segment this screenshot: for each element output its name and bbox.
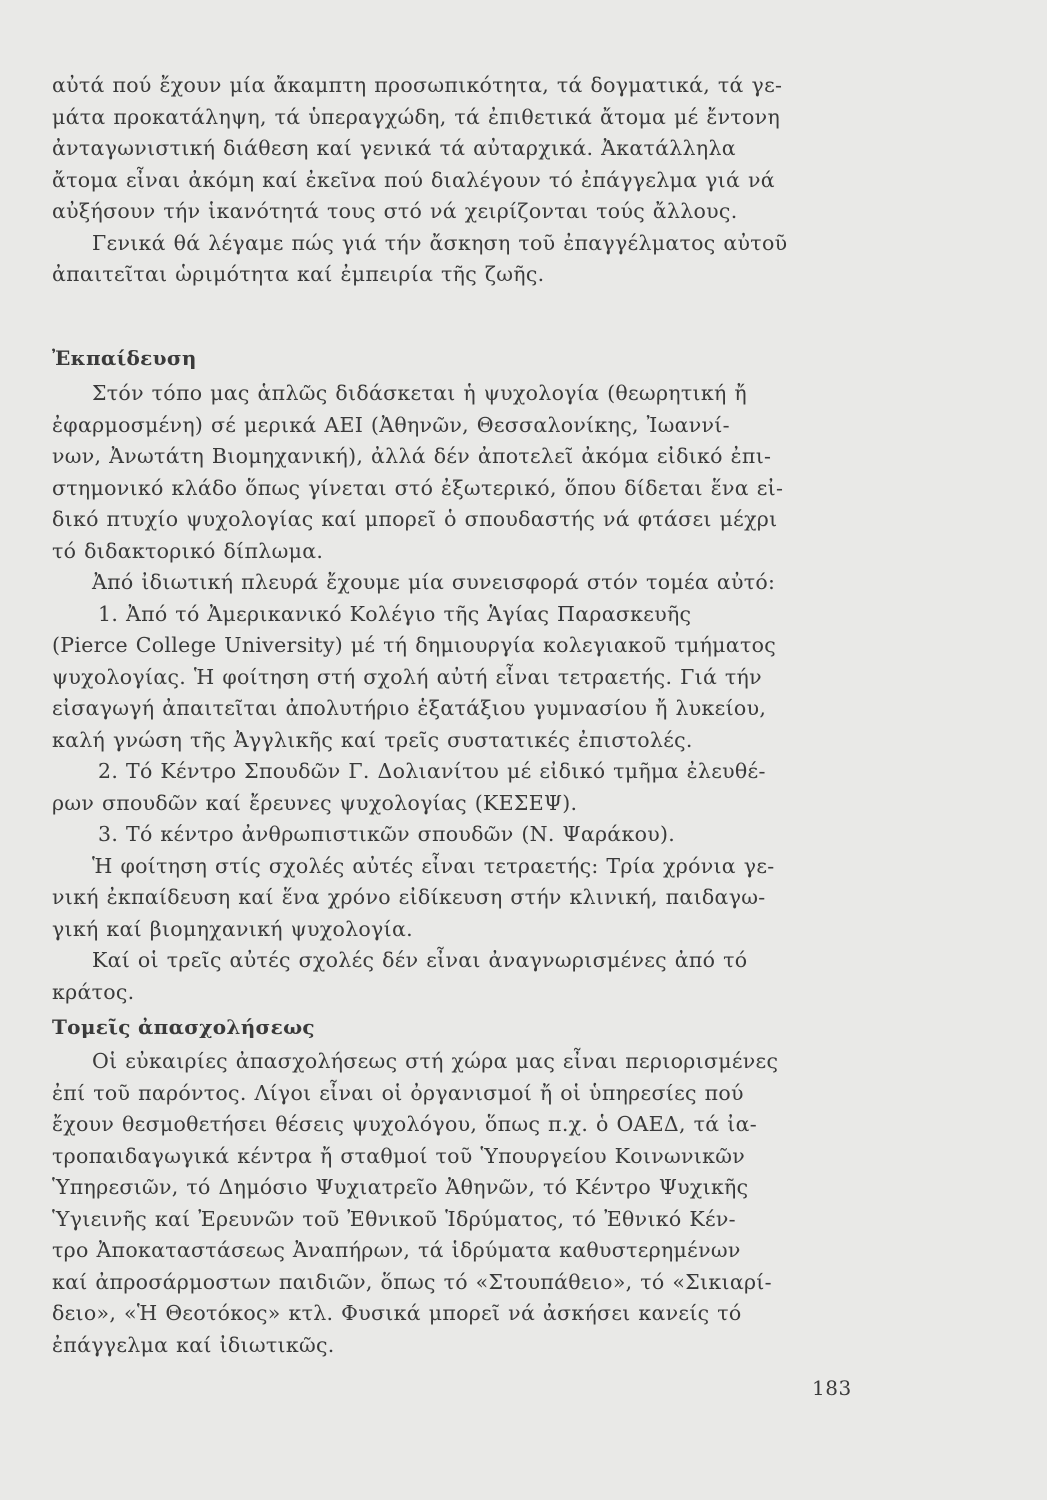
text-line: νική ἐκπαίδευση καί ἕνα χρόνο εἰδίκευση στήν κλινική, παιδαγω-: [52, 885, 766, 909]
text-line: αὐτά πού ἔχουν μία ἄκαμπτη προσωπικότητα, τά δογματικά, τά γε-: [52, 73, 783, 97]
section-heading-employment: Τομεῖς ἀπασχολήσεως: [52, 1015, 315, 1039]
text-line: Καί οἱ τρεῖς αὐτές σχολές δέν εἶναι ἀναγνωρισμένες ἀπό τό: [92, 948, 748, 972]
text-line: ἐφαρμοσμένη) σέ μερικά ΑΕΙ (Ἀθηνῶν, Θεσσαλονίκης, Ἰωαννί-: [52, 412, 730, 437]
text-line: Γενικά θά λέγαμε πώς γιά τήν ἄσκηση τοῦ ἐπαγγέλματος αὐτοῦ: [92, 230, 788, 255]
text-line: ρων σπουδῶν καί ἔρευνες ψυχολογίας (ΚΕΣΕΨ).: [52, 790, 578, 815]
text-line: (Pierce College University) μέ τή δημιουργία κολεγιακοῦ τμήματος: [52, 633, 777, 657]
text-line: Στόν τόπο μας ἁπλῶς διδάσκεται ἡ ψυχολογία (θεωρητική ἤ: [92, 381, 747, 405]
paragraph-block-education: [52, 378, 842, 1008]
text-line: κράτος.: [52, 979, 135, 1004]
text-line: Οἱ εὐκαιρίες ἀπασχολήσεως στή χώρα μας εἶναι περιορισμένες: [92, 1049, 779, 1073]
text-line: δειο», «Ἡ Θεοτόκος» κτλ. Φυσικά μπορεῖ νά ἀσκήσει κανείς τό: [52, 1301, 742, 1325]
text-line: καί ἀπροσάρμοστων παιδιῶν, ὅπως τό «Στουπάθειο», τό «Σικιαρί-: [52, 1269, 772, 1294]
text-line: δικό πτυχίο ψυχολογίας καί μπορεῖ ὁ σπουδαστής νά φτάσει μέχρι: [52, 507, 778, 531]
text-line: στημονικό κλάδο ὅπως γίνεται στό ἐξωτερικό, ὅπου δίδεται ἕνα εἰ-: [52, 475, 784, 500]
text-line: ἀπαιτεῖται ὡριμότητα καί ἐμπειρία τῆς ζωῆς.: [52, 262, 545, 286]
text-line: Ὑπηρεσιῶν, τό Δημόσιο Ψυχιατρεῖο Ἀθηνῶν, τό Κέντρο Ψυχικῆς: [52, 1175, 749, 1199]
text-line: 2. Τό Κέντρο Σπουδῶν Γ. Δολιανίτου μέ εἰδικό τμῆμα ἐλευθέ-: [98, 759, 766, 783]
page-number: 183: [812, 1376, 852, 1400]
text-line: εἰσαγωγή ἀπαιτεῖται ἀπολυτήριο ἑξατάξιου γυμνασίου ἤ λυκείου,: [52, 696, 767, 720]
text-line: Ὑγιεινῆς καί Ἐρευνῶν τοῦ Ἐθνικοῦ Ἱδρύματος, τό Ἐθνικό Κέν-: [52, 1206, 736, 1231]
text-line: τροπαιδαγωγικά κέντρα ἤ σταθμοί τοῦ Ὑπουργείου Κοινωνικῶν: [52, 1143, 746, 1168]
text-line: 3. Τό κέντρο ἀνθρωπιστικῶν σπουδῶν (Ν. Ψαράκου).: [98, 822, 676, 846]
text-line: αὐξήσουν τήν ἱκανότητά τους στό νά χειρίζονται τούς ἄλλους.: [52, 199, 738, 223]
text-line: νων, Ἀνωτάτη Βιομηχανική), ἀλλά δέν ἀποτελεῖ ἀκόμα εἰδικό ἐπι-: [52, 444, 772, 468]
paragraph-block-employment: [52, 1046, 842, 1361]
text-line: ἄτομα εἶναι ἀκόμη καί ἐκεῖνα πού διαλέγουν τό ἐπάγγελμα γιά νά: [52, 167, 775, 192]
section-heading-education: Ἐκπαίδευση: [52, 346, 197, 370]
paragraph-block-intro: [52, 70, 842, 291]
text-line: ψυχολογίας. Ἡ φοίτηση στή σχολή αὐτή εἶναι τετραετής. Γιά τήν: [52, 664, 762, 689]
text-line: Ἀπό ἰδιωτική πλευρά ἔχουμε μία συνεισφορά στόν τομέα αὐτό:: [92, 570, 776, 594]
text-line: τό διδακτορικό δίπλωμα.: [52, 538, 324, 563]
text-line: ἐπάγγελμα καί ἰδιωτικῶς.: [52, 1332, 335, 1357]
text-line: μάτα προκατάληψη, τά ὑπεραγχώδη, τά ἐπιθετικά ἄτομα μέ ἔντονη: [52, 104, 781, 129]
text-line: ἐπί τοῦ παρόντος. Λίγοι εἶναι οἱ ὀργανισμοί ἤ οἱ ὑπηρεσίες πού: [52, 1080, 744, 1105]
text-line: ἀνταγωνιστική διάθεση καί γενικά τά αὐταρχικά. Ἀκατάλληλα: [52, 136, 736, 160]
text-line: τρο Ἀποκαταστάσεως Ἀναπήρων, τά ἱδρύματα καθυστερημένων: [52, 1238, 741, 1262]
text-line: Ἡ φοίτηση στίς σχολές αὐτές εἶναι τετραετής: Τρία χρόνια γε-: [92, 853, 775, 878]
text-line: ἔχουν θεσμοθετήσει θέσεις ψυχολόγου, ὅπως π.χ. ὁ ΟΑΕΔ, τά ἰα-: [52, 1112, 757, 1136]
text-line: γική καί βιομηχανική ψυχολογία.: [52, 916, 413, 941]
text-line: 1. Ἀπό τό Ἀμερικανικό Κολέγιο τῆς Ἁγίας Παρασκευῆς: [98, 601, 692, 626]
text-line: καλή γνώση τῆς Ἀγγλικῆς καί τρεῖς συστατικές ἐπιστολές.: [52, 727, 693, 752]
